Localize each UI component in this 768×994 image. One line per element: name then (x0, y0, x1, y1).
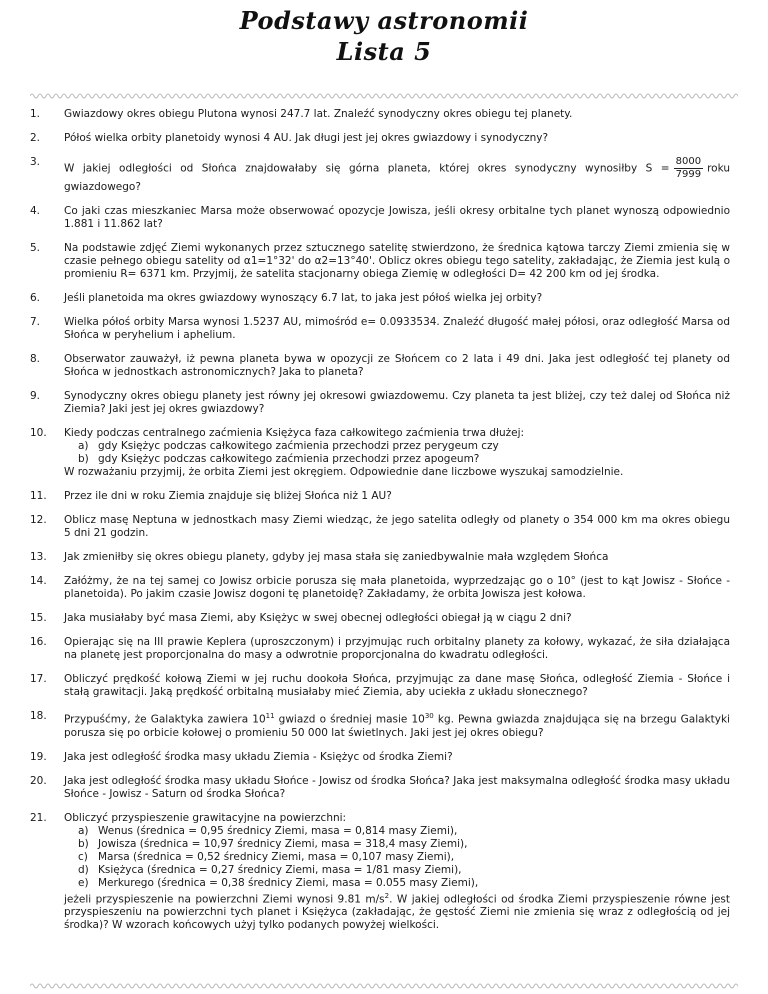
problem-number: 18. (30, 710, 47, 722)
sub-item (64, 825, 730, 838)
problem-text (64, 132, 730, 145)
problem-number: 9. (30, 390, 41, 402)
sub-item-text: gdy Księżyc podczas całkowitego zaćmienia przechodzi przez apogeum? (98, 453, 480, 465)
sub-item-label: c) (78, 850, 88, 863)
bottom-wavy-divider (30, 982, 738, 990)
problem-text (64, 156, 730, 194)
problem-item (30, 775, 730, 801)
problem-text (64, 636, 730, 662)
problem-statement: W jakiej odległości od Słońca znajdowałaby się górna planeta, której okres synodyczny wynosiłby S = (64, 162, 670, 175)
problem-statement: Przypuśćmy, że Galaktyka zawiera 10 (64, 713, 266, 726)
exponent: 11 (265, 712, 275, 720)
problem-number: 7. (30, 316, 41, 328)
sub-item (64, 453, 730, 466)
sub-item (64, 864, 730, 877)
problem-statement: Wielka półoś orbity Marsa wynosi 1.5237 AU, mimośród e= 0.0933534. Znaleźć długość małej półosi, oraz odległość Marsa od Słońca w peryhelium i aphelium. (64, 316, 730, 341)
sub-item-text: Marsa (średnica = 0,52 średnicy Ziemi, masa = 0,107 masy Ziemi), (98, 850, 455, 863)
problem-list (30, 108, 730, 943)
problem-statement: Jeśli planetoida ma okres gwiazdowy wynoszący 6.7 lat, to jaka jest półoś wielka jej orbity? (64, 292, 543, 304)
problem-number: 19. (30, 750, 47, 763)
problem-text (64, 490, 730, 503)
exponent: 2 (384, 891, 390, 900)
problem-statement: Co jaki czas mieszkaniec Marsa może obserwować opozycje Jowisza, jeśli okresy orbitalne tych planet wynoszą odpowiednio 1.881 i 11.862 lat? (64, 205, 730, 230)
problem-item (30, 205, 730, 231)
problem-number: 5. (30, 242, 41, 254)
problem-item (30, 751, 730, 764)
problem-text (64, 775, 730, 801)
problem-statement: Opierając się na III prawie Keplera (uproszczonym) i przyjmując ruch orbitalny planety za kołowy, wykazać, że siła działająca na planetę jest proporcjonalna do masy a odwrotnie proporcjonalna do kwadratu odległości. (64, 636, 730, 661)
problem-item (30, 673, 730, 699)
problem-text (64, 242, 730, 281)
fraction (674, 156, 703, 181)
problem-text (64, 205, 730, 231)
problem-number: 4. (30, 205, 41, 217)
exponent: 30 (424, 712, 434, 720)
problem-note-text: jeżeli przyspieszenie na powierzchni Ziemi wynosi 9.81 m/s (64, 893, 385, 905)
sub-item-label: b) (78, 837, 89, 850)
problem-number: 6. (30, 292, 41, 304)
problem-statement: gwiazd o średniej masie 10 (274, 713, 425, 726)
sub-item (64, 851, 730, 864)
problem-number: 8. (30, 353, 41, 365)
problem-text (64, 427, 730, 479)
sub-item-text: Księżyca (średnica = 0,27 średnicy Ziemi, masa = 1/81 masy Ziemi), (98, 863, 462, 876)
problem-item (30, 108, 730, 121)
problem-item (30, 710, 730, 740)
problem-number: 21. (30, 811, 47, 824)
problem-text (64, 812, 730, 933)
sub-item-text: Jowisza (średnica = 10,97 średnicy Ziemi, masa = 318,4 masy Ziemi), (98, 837, 468, 850)
problem-item (30, 575, 730, 601)
problem-text (64, 575, 730, 601)
problem-number: 1. (30, 108, 41, 120)
problem-statement: Kiedy podczas centralnego zaćmienia Księżyca faza całkowitego zaćmienia trwa dłużej: (64, 427, 525, 439)
problem-item (30, 132, 730, 145)
problem-text (64, 390, 730, 416)
problem-number: 20. (30, 774, 47, 787)
problem-text (64, 292, 730, 305)
sub-item (64, 440, 730, 453)
problem-number: 12. (30, 514, 47, 526)
problem-item (30, 292, 730, 305)
sub-item (64, 877, 730, 890)
problem-item (30, 156, 730, 194)
problem-statement: Przez ile dni w roku Ziemia znajduje się bliżej Słońca niż 1 AU? (64, 490, 392, 502)
problem-statement: kg. Pewna gwiazda znajdująca się na brzegu Galaktyki porusza się po orbicie kołowej o promieniu 50 000 lat świetlnych. Jaki jest jej okres obiegu? (64, 713, 730, 739)
problem-statement: Obliczyć przyspieszenie grawitacyjne na powierzchni: (64, 811, 347, 824)
problem-item (30, 242, 730, 281)
sub-item-text: Merkurego (średnica = 0,38 średnicy Ziemi, masa = 0.055 masy Ziemi), (98, 876, 479, 889)
problem-number: 11. (30, 490, 47, 502)
sub-item-text: gdy Księżyc podczas całkowitego zaćmienia przechodzi przez perygeum czy (98, 440, 499, 452)
problem-note: W rozważaniu przyjmij, że orbita Ziemi jest okręgiem. Odpowiednie dane liczbowe wyszukaj samodzielnie. (64, 466, 624, 478)
problem-statement: Półoś wielka orbity planetoidy wynosi 4 AU. Jak długi jest jej okres gwiazdowy i synodyczny? (64, 132, 549, 144)
sub-item-label: a) (78, 824, 89, 837)
problem-statement: Załóżmy, że na tej samej co Jowisz orbicie porusza się mała planetoida, wyprzedzając go o 10° (jest to kąt Jowisz - Słońce - planetoida). Po jakim czasie Jowisz dogoni tę planetoidę? Zakładamy, że orbita Jowisza jest kołowa. (64, 575, 730, 600)
problem-text (64, 108, 730, 121)
problem-statement: Gwiazdowy okres obiegu Plutona wynosi 247.7 lat. Znaleźć synodyczny okres obiegu tej planety. (64, 108, 573, 120)
problem-item (30, 316, 730, 342)
problem-item (30, 353, 730, 379)
problem-text (64, 751, 730, 764)
fraction-denominator: 7999 (675, 169, 702, 180)
sub-item-text: Wenus (średnica = 0,95 średnicy Ziemi, masa = 0,814 masy Ziemi), (98, 824, 458, 837)
problem-item (30, 427, 730, 479)
problem-statement: Synodyczny okres obiegu planety jest równy jej okresowi gwiazdowemu. Czy planeta ta jest bliżej, czy też dalej od Słońca niż Ziemia? Jaki jest jej okres gwiazdowy? (64, 390, 730, 415)
problem-number: 2. (30, 132, 41, 144)
problem-number: 16. (30, 636, 47, 648)
problem-text (64, 316, 730, 342)
problem-item (30, 490, 730, 503)
problem-number: 13. (30, 551, 47, 563)
problem-note (64, 890, 730, 933)
problem-item (30, 636, 730, 662)
problem-number: 3. (30, 156, 41, 168)
sub-item-label: b) (78, 453, 89, 465)
problem-item (30, 514, 730, 540)
problem-statement: Jak zmieniłby się okres obiegu planety, gdyby jej masa stała się zaniedbywalnie mała względem Słońca (64, 551, 609, 563)
sub-item-label: e) (78, 876, 89, 889)
problem-statement: Na podstawie zdjęć Ziemi wykonanych przez sztucznego satelitę stwierdzono, że średnica kątowa tarczy Ziemi zmienia się w czasie pełnego obiegu satelity od α1=1°32' do α2=13°40'. Oblicz okres obiegu tego satelity, zakładając, że Ziemia jest kulą o promieniu R= 6371 km. Przyjmij, że satelita stacjonarny obiega Ziemię w odległości D= 42 200 km od jej środka. (64, 242, 730, 280)
problem-statement: Obliczyć prędkość kołową Ziemi w jej ruchu dookoła Słońca, przyjmując za dane masę Słońca, odległość Ziemia - Słońce i stałą grawitacji. Jaką prędkość orbitalną musiałaby mieć Ziemia, aby uciekła z układu słonecznego? (64, 673, 730, 698)
problem-item (30, 612, 730, 625)
problem-statement: Jaka musiałaby być masa Ziemi, aby Księżyc w swej obecnej odległości obiegał ją w ciągu 2 dni? (64, 612, 572, 624)
problem-item (30, 551, 730, 564)
problem-number: 14. (30, 575, 47, 587)
title-list: Lista 5 (336, 37, 432, 66)
problem-text (64, 514, 730, 540)
problem-number: 15. (30, 612, 47, 624)
problem-statement: Oblicz masę Neptuna w jednostkach masy Ziemi wiedząc, że jego satelita odległy od planety o 354 000 km ma okres obiegu 5 dni 21 godzin. (64, 514, 730, 539)
problem-text (64, 353, 730, 379)
top-wavy-divider (30, 92, 738, 100)
problem-statement: roku gwiazdowego? (64, 162, 730, 193)
problem-note-text: . W jakiej odległości od środka Ziemi przyspieszenie równe jest przyspieszeniu na powierzchni tych planet i Księżyca (zakładając, że gęstość Ziemi nie zmienia się wraz z odległością od jej środka)? W wzorach końcowych użyj tylko podanych powyżej wielkości. (64, 893, 731, 931)
problem-text (64, 710, 730, 740)
problem-number: 17. (30, 673, 47, 685)
problem-item (30, 812, 730, 933)
problem-number: 10. (30, 427, 47, 439)
problem-item (30, 390, 730, 416)
problem-text (64, 612, 730, 625)
fraction-numerator: 8000 (675, 156, 702, 167)
title-course: Podstawy astronomii (239, 6, 529, 35)
problem-text (64, 551, 730, 564)
problem-text (64, 673, 730, 699)
sub-item (64, 838, 730, 851)
sub-item-label: d) (78, 863, 89, 876)
sub-item-label: a) (78, 440, 89, 452)
problem-statement: Jaka jest odległość środka masy układu Słońce - Jowisz od środka Słońca? Jaka jest maksymalna odległość środka masy układu Słońce - Jowisz - Saturn od środka Słońca? (64, 774, 730, 800)
problem-statement: Obserwator zauważył, iż pewna planeta bywa w opozycji ze Słońcem co 2 lata i 49 dni. Jaka jest odległość tej planety od Słońca w jednostkach astronomicznych? Jaka to planeta? (64, 353, 730, 378)
problem-statement: Jaka jest odległość środka masy układu Ziemia - Księżyc od środka Ziemi? (64, 750, 453, 763)
